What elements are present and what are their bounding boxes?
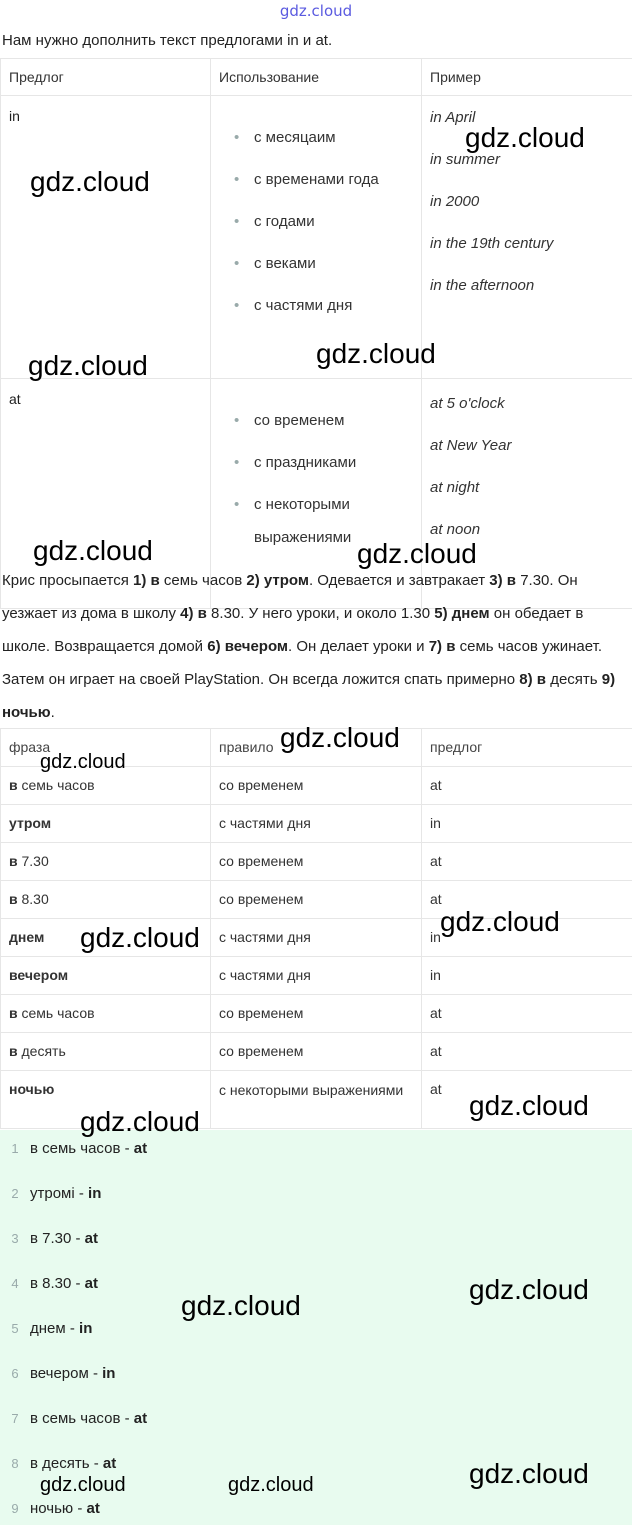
rule-cell: с частями дня (211, 919, 422, 957)
preposition-cell: at (422, 1071, 632, 1129)
list-item: • с веками (212, 243, 420, 285)
watermark: gdz.cloud (33, 535, 153, 566)
example: in April (430, 109, 476, 126)
example: in the afternoon (430, 277, 535, 294)
list-item: • с праздниками (212, 442, 420, 484)
list-item: • со временем (212, 400, 420, 442)
list-item: 7 в семь часов - at (11, 1410, 148, 1427)
phrase-cell: в семь часов (1, 995, 211, 1033)
header-cell: правило (211, 729, 422, 767)
watermark: gdz.cloud (280, 722, 400, 753)
list-item: 9 ночью - at (11, 1500, 100, 1517)
example: at New Year (430, 437, 512, 454)
list-item: 3 в 7.30 - at (11, 1230, 99, 1247)
watermark: gdz.cloud (228, 1474, 314, 1496)
example: in summer (430, 151, 501, 168)
watermark: gdz.cloud (440, 906, 560, 937)
phrase-cell: в десять (1, 1033, 211, 1071)
example: at night (430, 479, 480, 496)
preposition-cell: in (1, 96, 211, 379)
phrase-cell: утром (1, 805, 211, 843)
preposition-cell: at (422, 767, 632, 805)
rule-cell: со временем (211, 767, 422, 805)
preposition-cell: at (422, 995, 632, 1033)
table-row (1, 805, 632, 843)
preposition-cell: at (422, 1033, 632, 1071)
rule-cell: с частями дня (211, 957, 422, 995)
preposition-cell: in (422, 805, 632, 843)
preposition-cell: at (422, 843, 632, 881)
watermark: gdz.cloud (181, 1290, 301, 1321)
header-cell: Пример (422, 59, 632, 96)
phrase-cell: в 8.30 (1, 881, 211, 919)
watermark: gdz.cloud (316, 338, 436, 369)
phrase-cell: в 7.30 (1, 843, 211, 881)
example: in the 19th century (430, 235, 554, 252)
rule-cell: с частями дня (211, 805, 422, 843)
list-item: 1 в семь часов - at (11, 1140, 148, 1157)
rule-cell: с некоторыми выражениями (211, 1071, 422, 1129)
header-cell: фраза (1, 729, 211, 767)
phrase-cell: в семь часов (1, 767, 211, 805)
table-header-row (1, 59, 632, 96)
table-row (1, 1033, 632, 1071)
watermark: gdz.cloud (465, 122, 585, 153)
list-item: 4 в 8.30 - at (11, 1275, 99, 1292)
header-cell: Предлог (1, 59, 211, 96)
watermark: gdz.cloud (40, 751, 126, 773)
usage-cell (211, 96, 422, 379)
filled-text-paragraph: Крис просыпается 1) в семь часов 2) утром. Одевается и завтракает 3) в 7.30. Он уезжает из дома в школу 4) в 8.30. У него уроки, и около 1.30 5) днем он обедает в школе. Возвращается домой 6) вечером. Он делает уроки и 7) в семь часов ужинает. Затем он играет на своей PlayStation. Он всегда ложится спать примерно 8) в десять 9) ночью. (2, 572, 616, 721)
intro-text: Нам нужно дополнить текст предлогами in и at. (2, 32, 333, 49)
table-row (1, 995, 632, 1033)
watermark: gdz.cloud (357, 538, 477, 569)
rule-cell: со временем (211, 995, 422, 1033)
preposition-cell: at (422, 881, 632, 919)
list-item: 6 вечером - in (11, 1365, 116, 1382)
list-item: 5 днем - in (11, 1320, 93, 1337)
list-item: 2 утромі - in (11, 1185, 102, 1202)
example: at noon (430, 521, 481, 538)
table-row (1, 843, 632, 881)
watermark: gdz.cloud (469, 1090, 589, 1121)
watermark: gdz.cloud (469, 1274, 589, 1305)
list-item: • с частями дня (212, 285, 420, 327)
header-cell: Использование (211, 59, 422, 96)
watermark: gdz.cloud (40, 1474, 126, 1496)
list-item: • с некоторыми выражениями (212, 484, 420, 554)
example: in 2000 (430, 193, 480, 210)
list-item: • с годами (212, 201, 420, 243)
example: at 5 o'clock (430, 395, 505, 412)
list-item: • с временами года (212, 159, 420, 201)
rule-cell: со временем (211, 843, 422, 881)
header-cell: предлог (422, 729, 632, 767)
watermark: gdz.cloud (28, 350, 148, 381)
watermark: gdz.cloud (80, 1106, 200, 1137)
rule-cell: со временем (211, 881, 422, 919)
preposition-cell: at (1, 379, 211, 609)
watermark: gdz.cloud (469, 1458, 589, 1489)
watermark: gdz.cloud (80, 922, 200, 953)
list-item: • с месяцаим (212, 117, 420, 159)
preposition-cell: in (422, 957, 632, 995)
phrase-cell: вечером (1, 957, 211, 995)
rule-cell: со временем (211, 1033, 422, 1071)
site-logo[interactable]: gdz.cloud (279, 2, 353, 20)
phrase-cell: ночью (1, 1071, 211, 1129)
list-item: 8 в десять - at (11, 1455, 117, 1472)
table-row (1, 957, 632, 995)
phrase-cell: днем (1, 919, 211, 957)
preposition-cell: in (422, 919, 632, 957)
watermark: gdz.cloud (30, 166, 150, 197)
